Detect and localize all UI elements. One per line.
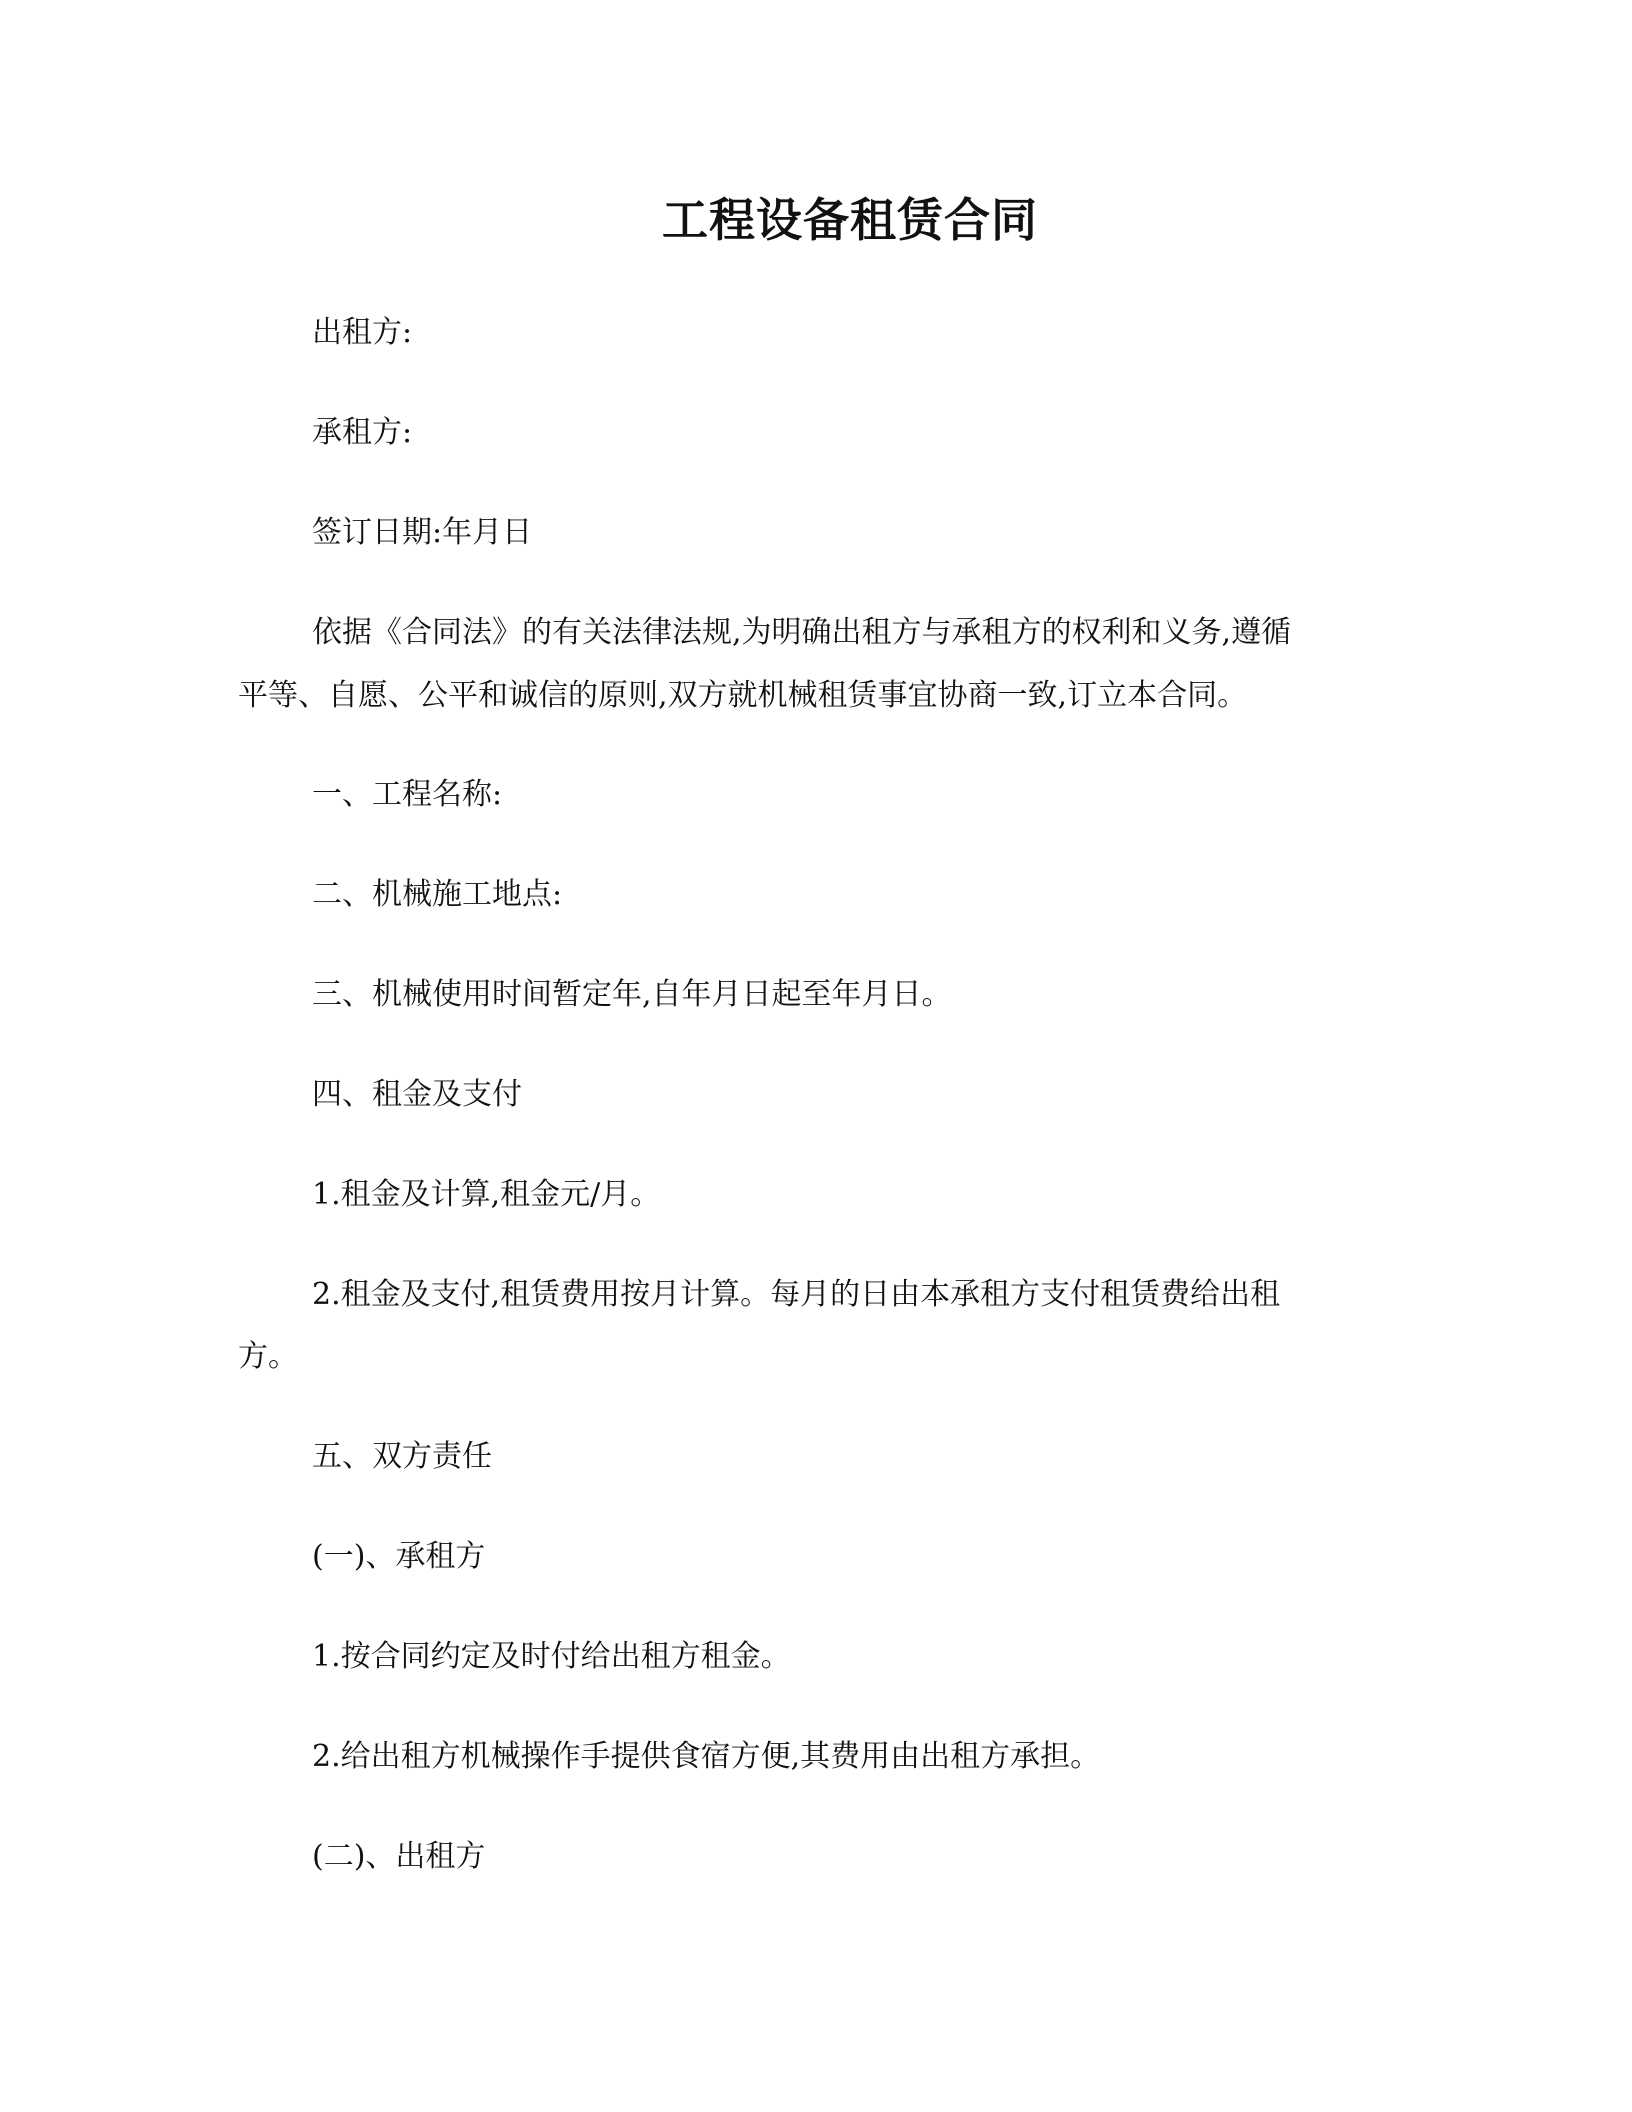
subsection-lessee: (一)、承租方 (312, 1539, 486, 1574)
section-responsibilities: 五、双方责任 (312, 1439, 492, 1474)
rent-item-1: 1.租金及计算,租金元/月。 (312, 1177, 661, 1212)
sign-date: 签订日期:年月日 (312, 515, 533, 550)
section-project-name: 一、工程名称: (312, 777, 503, 812)
rent-item-2-line2: 方。 (238, 1339, 298, 1374)
intro-paragraph-line1: 依据《合同法》的有关法律法规,为明确出租方与承租方的权利和义务,遵循 (312, 615, 1292, 650)
document-title: 工程设备租赁合同 (662, 193, 1038, 247)
lessee-duty-1: 1.按合同约定及时付给出租方租金。 (312, 1639, 791, 1674)
rent-item-2-line1: 2.租金及支付,租赁费用按月计算。每月的日由本承租方支付租赁费给出租 (312, 1277, 1281, 1312)
lessor-label: 出租方: (312, 315, 413, 350)
lessee-duty-2: 2.给出租方机械操作手提供食宿方便,其费用由出租方承担。 (312, 1739, 1101, 1774)
subsection-lessor: (二)、出租方 (312, 1839, 486, 1874)
section-usage-period: 三、机械使用时间暂定年,自年月日起至年月日。 (312, 977, 952, 1012)
lessee-label: 承租方: (312, 415, 413, 450)
intro-paragraph-line2: 平等、自愿、公平和诚信的原则,双方就机械租赁事宜协商一致,订立本合同。 (238, 678, 1248, 713)
section-rent-payment: 四、租金及支付 (312, 1077, 522, 1112)
section-construction-site: 二、机械施工地点: (312, 877, 563, 912)
